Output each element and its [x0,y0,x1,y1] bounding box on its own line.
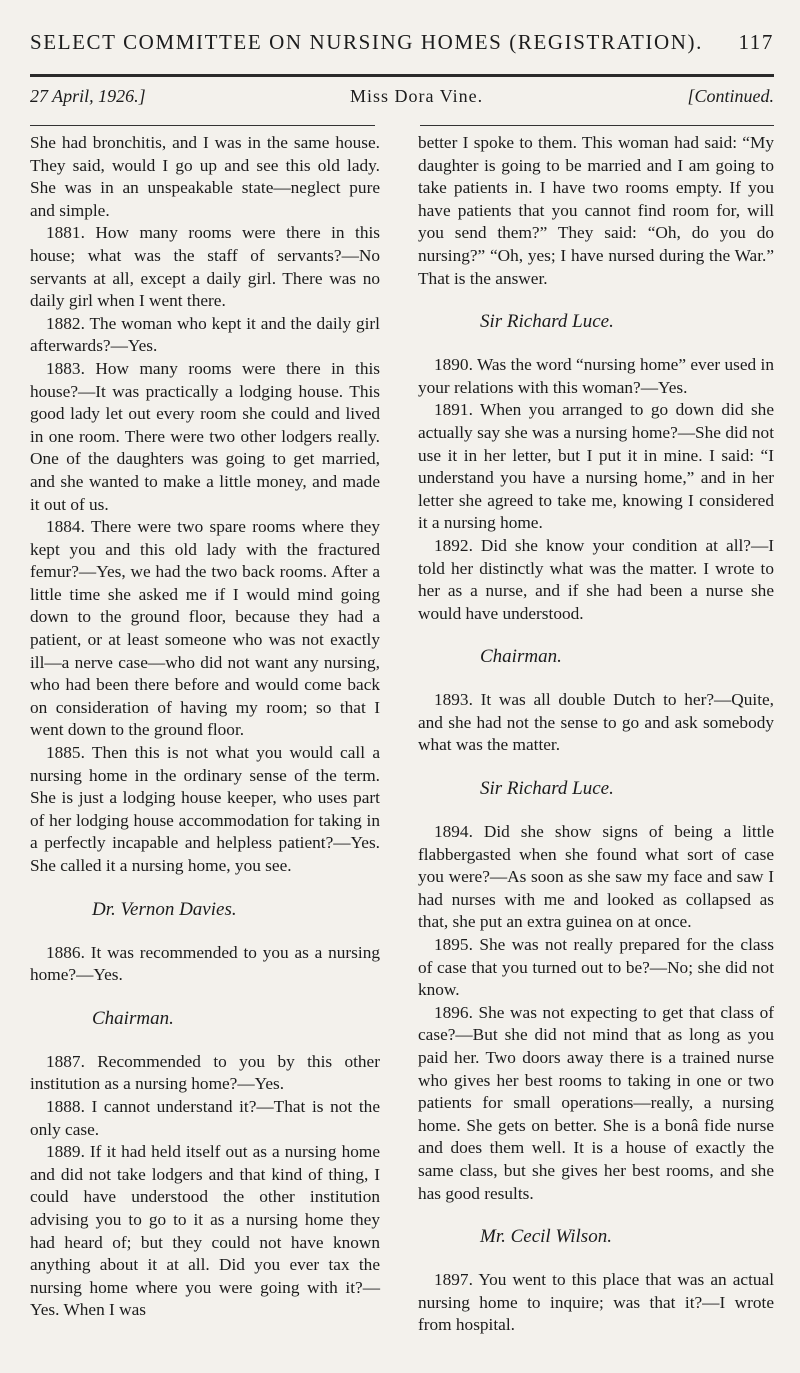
testimony-paragraph: 1886. It was recommended to you as a nursing home?—Yes. [30,942,380,985]
running-header [30,30,774,55]
testimony-paragraph: 1892. Did she know your condition at all?—I told her distinctly what was the matter. I wrote to her as a nurse, and if she had been a nurse she would have understood. [418,535,774,623]
right-column-rule [420,125,774,126]
testimony-paragraph: better I spoke to them. This woman had said: “My daughter is going to be married and I am going to take patients in. I have two rooms empty. If you have patients that you cannot find room for, will you send them?” They said: “Oh, do you do nursing?” “Oh, yes; I have nursed during the War.” That is the answer. [418,133,774,288]
report-title: SELECT COMMITTEE ON NURSING HOMES (REGISTRATION). [30,30,704,54]
testimony-paragraph: 1890. Was the word “nursing home” ever used in your relations with this woman?—Yes. [418,355,774,397]
witness-name: Miss Dora Vine. [350,86,484,106]
testimony-paragraph: 1897. You went to this place that was an actual nursing home to inquire; was that it?—I wrote from hospital. [418,1270,774,1335]
speaker-heading: Mr. Cecil Wilson. [480,1226,612,1248]
speaker-heading: Sir Richard Luce. [480,778,614,800]
testimony-paragraph: 1889. If it had held itself out as a nursing home and did not take lodgers and that kind of thing, I could have understood the other institution advising you to go to it as a nursing home they had heard of; but they could not have known anything about it at all. Did you ever tax the nursing home where you were going with it?—Yes. When I was [30,1142,380,1320]
testimony-paragraph: 1884. There were two spare rooms where they kept you and this old lady with the fractured femur?—Yes, we had the two back rooms. After a little time she asked me if I would mind going down to the ground floor, because they had a patient, or at least someone who was not exactly ill—a nerve case—who did not want any nursing, who had been there before and would come back on consideration of having my room; so that I went down to the ground floor. [30,517,380,740]
left-column-rule [30,125,375,126]
speaker-heading: Chairman. [480,646,562,668]
testimony-paragraph: 1893. It was all double Dutch to her?—Quite, and she had not the sense to go and ask somebody what was the matter. [418,690,774,755]
speaker-heading: Dr. Vernon Davies. [92,898,237,920]
testimony-paragraph: 1882. The woman who kept it and the daily girl afterwards?—Yes. [30,313,380,356]
speaker-heading: Chairman. [92,1007,174,1029]
header-rule [30,74,774,77]
speaker-heading: Sir Richard Luce. [480,311,614,333]
right-column [418,132,774,1337]
testimony-paragraph: 1895. She was not really prepared for the class of case that you turned out to be?—No; she did not know. [418,935,774,1000]
testimony-paragraph: 1896. She was not expecting to get that class of case?—But she did not mind that as long as you paid her. Two doors away there is a trained nurse who gives her best rooms to taking in one or two patients for small operations—really, a nursing home. She gets on better. She is a bonâ fide nurse and does them well. It is a house of exactly the same class, but she gives her best rooms, and she has good results. [418,1002,774,1203]
testimony-paragraph: 1881. How many rooms were there in this house; what was the staff of servants?—No servants at all, except a daily girl. There was no daily girl when I went there. [30,223,380,311]
left-column [30,132,380,1322]
testimony-paragraph: 1887. Recommended to you by this other institution as a nursing home?—Yes. [30,1051,380,1094]
testimony-paragraph: 1894. Did she show signs of being a little flabbergasted when she found what sort of case you were?—As soon as she saw my face and saw I had nurses with me and looked as collapsed as that, she put an extra guinea on at once. [418,822,774,932]
testimony-paragraph: 1888. I cannot understand it?—That is not the only case. [30,1096,380,1139]
page-number: 117 [738,30,774,54]
testimony-paragraph: 1891. When you arranged to go down did she actually say she was a nursing home?—She did not use it in her letter, but I put it in mine. I said: “I understand you have a nursing home,” and in her letter she agreed to take me, knowing I considered it a nursing home. [418,400,774,533]
testimony-paragraph: 1885. Then this is not what you would call a nursing home in the ordinary sense of the term. She is just a lodging house keeper, who uses part of her lodging house accommodation for taking in a perfectly incapable and helpless patient?—Yes. She called it a nursing home, you see. [30,743,380,875]
testimony-paragraph: She had bronchitis, and I was in the same house. They said, would I go up and see this old lady. She was in an unspeakable state—neglect pure and simple. [30,133,380,220]
session-line [30,86,774,107]
continued-marker: [Continued. [687,86,774,106]
session-date: 27 April, 1926.] [30,86,146,106]
testimony-paragraph: 1883. How many rooms were there in this house?—It was practically a lodging house. This good lady let out every room she could and lived in one room. There were two other lodgers really. One of the daughters was going to get married, and she wanted to make a little money, and made it out of us. [30,358,380,514]
